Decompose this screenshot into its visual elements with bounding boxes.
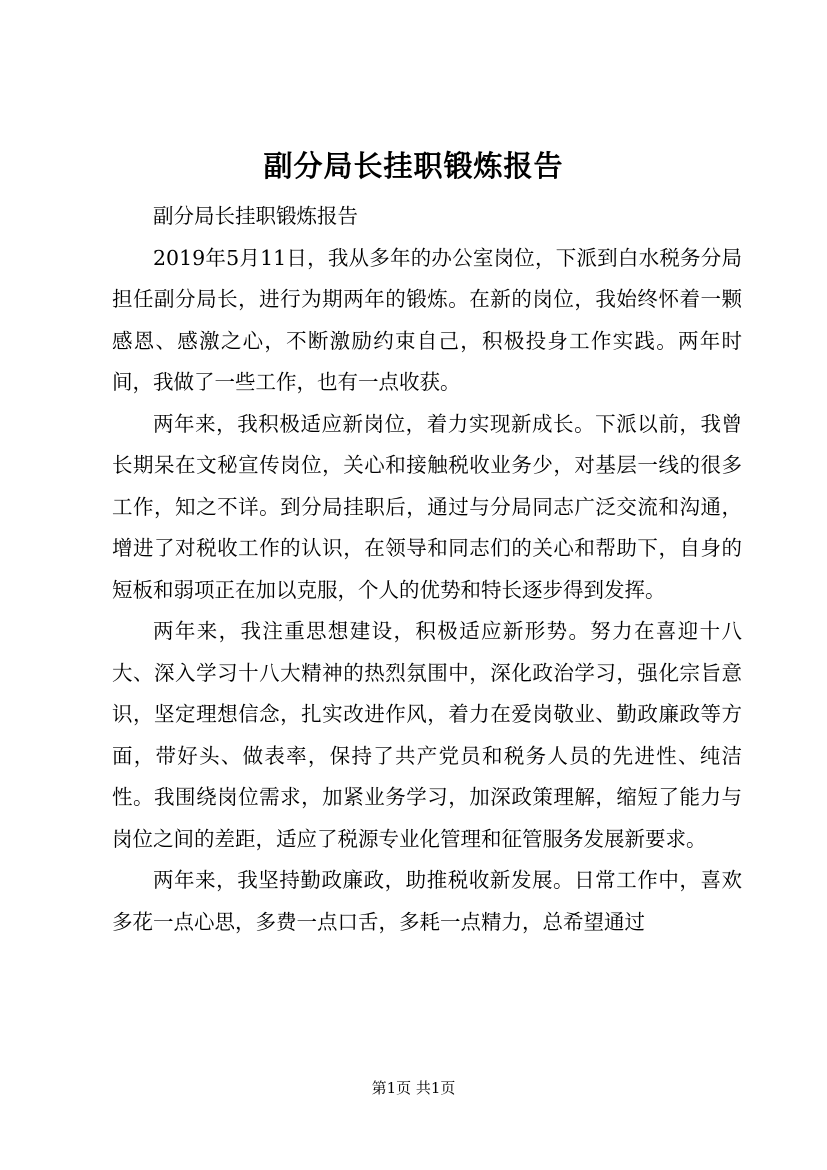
page-number-footer: 第1页 共1页 [371,1079,456,1097]
paragraph: 两年来，我注重思想建设，积极适应新形势。努力在喜迎十八大、深入学习十八大精神的热烈氛围中，深化政治学习，强化宗旨意识，坚定理想信念，扎实改进作风，着力在爱岗敬业、勤政廉政等方面，带好头、做表率，保持了共产党员和税务人员的先进性、纯洁性。我围绕岗位需求，加紧业务学习，加深政策理解，缩短了能力与岗位之间的差距，适应了税源专业化管理和征管服务发展新要求。 [112,619,742,851]
paragraph: 两年来，我坚持勤政廉政，助推税收新发展。日常工作中，喜欢多花一点心思，多费一点口舌，多耗一点精力，总希望通过 [112,868,742,934]
paragraph: 副分局长挂职锻炼报告 [153,204,358,228]
paragraph: 两年来，我积极适应新岗位，着力实现新成长。下派以前，我曾长期呆在文秘宣传岗位，关心和接触税收业务少，对基层一线的很多工作，知之不详。到分局挂职后，通过与分局同志广泛交流和沟通，增进了对税收工作的认识，在领导和同志们的关心和帮助下，自身的短板和弱项正在加以克服，个人的优势和特长逐步得到发挥。 [112,411,742,602]
paragraph: 2019年5月11日，我从多年的办公室岗位，下派到白水税务分局担任副分局长，进行为期两年的锻炼。在新的岗位，我始终怀着一颗感恩、感激之心，不断激励约束自己，积极投身工作实践。两年时间，我做了一些工作，也有一点收获。 [112,245,742,394]
document-title: 副分局长挂职锻炼报告 [263,149,564,183]
document-body [112,196,742,943]
